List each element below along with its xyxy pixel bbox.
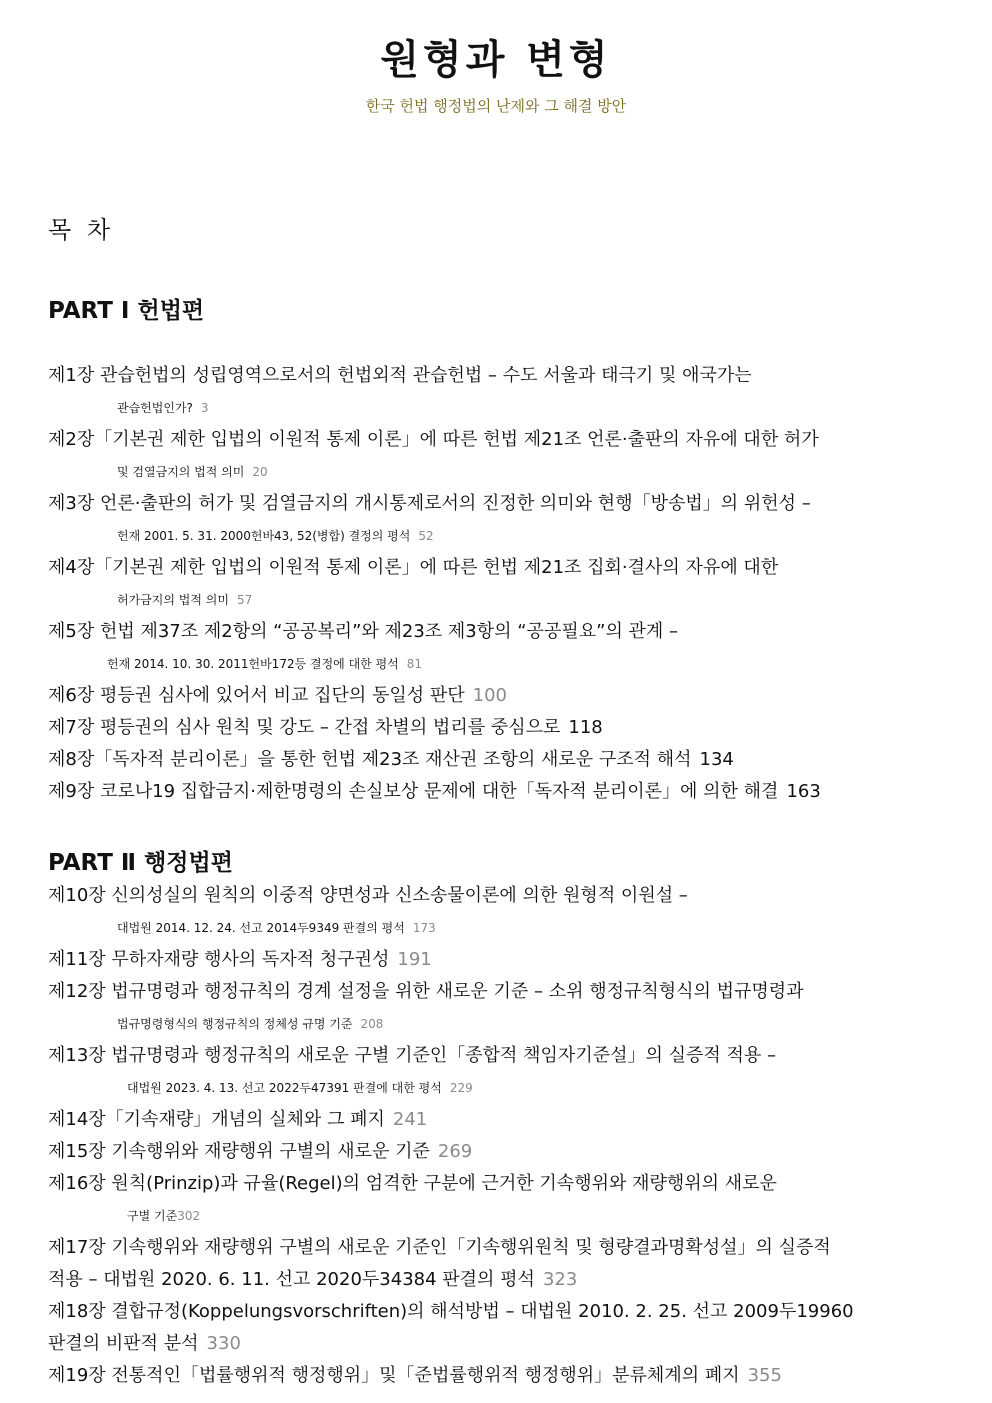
page-number: 323	[542, 1269, 578, 1290]
toc-entry-ch3	[48, 493, 948, 515]
page-number: 20	[252, 465, 268, 479]
entry-text: 대법원 2014. 12. 24. 선고 2014두9349 판결의 평석	[117, 921, 405, 935]
entry-text: 헌재 2001. 5. 31. 2000헌바43, 52(병합) 결정의 평석	[117, 529, 411, 543]
toc-entry-ch13	[48, 1045, 948, 1067]
entry-text: 제1장 관습헌법의 성립영역으로서의 헌법외적 관습헌법 – 수도 서울과 태극기 및 애국가는	[48, 365, 752, 386]
toc-entry-ch17-cont	[48, 1269, 948, 1291]
entry-text: 제15장 기속행위와 재량행위 구별의 새로운 기준	[48, 1141, 430, 1162]
page-number: 3	[200, 401, 209, 415]
toc-entry-ch17	[48, 1237, 948, 1259]
toc-entry-ch16-cont	[127, 1205, 992, 1227]
entry-text: 제4장「기본권 제한 입법의 이원적 통제 이론」에 따른 헌법 제21조 집회·결사의 자유에 대한	[48, 557, 779, 578]
page-number: 191	[397, 949, 432, 970]
toc-entry-ch12-cont	[117, 1013, 992, 1035]
page-number: 100	[472, 685, 508, 706]
toc-entry-ch5-cont	[107, 653, 992, 675]
toc-entry-ch14	[48, 1109, 948, 1131]
entry-text: 헌재 2014. 10. 30. 2011헌바172등 결정에 대한 평석	[107, 657, 399, 671]
page-number: 241	[392, 1109, 428, 1130]
entry-text: 제8장「독자적 분리이론」을 통한 헌법 제23조 재산권 조항의 새로운 구조적 해석	[48, 749, 692, 770]
page-number: 57	[236, 593, 253, 607]
entry-text: 제5장 헌법 제37조 제2항의 “공공복리”와 제23조 제3항의 “공공필요”의 관계 –	[48, 621, 679, 642]
toc-entry-ch10	[48, 885, 948, 907]
toc-entry-ch5	[48, 621, 948, 643]
toc-entry-ch8	[48, 749, 948, 771]
toc-entry-ch16	[48, 1173, 948, 1195]
page-number: 269	[437, 1141, 473, 1162]
entry-text: 및 검열금지의 법적 의미	[117, 465, 245, 479]
entry-text: 제16장 원칙(Prinzip)과 규율(Regel)의 엄격한 구분에 근거한 기속행위와 재량행위의 새로운	[48, 1173, 777, 1194]
entry-text: 적용 – 대법원 2020. 6. 11. 선고 2020두34384 판결의 평석	[48, 1269, 535, 1290]
page-number: 134	[699, 749, 734, 770]
page-number: 355	[747, 1365, 782, 1386]
toc-entry-ch10-cont	[117, 917, 992, 939]
toc-entry-ch12	[48, 981, 948, 1003]
entry-text: 대법원 2023. 4. 13. 선고 2022두47391 판결에 대한 평석	[127, 1081, 442, 1095]
toc-entry-ch1	[48, 365, 948, 387]
page-number: 229	[449, 1081, 473, 1095]
entry-text: 제3장 언론·출판의 허가 및 검열금지의 개시통제로서의 진정한 의미와 현행「방송법」의 위헌성 –	[48, 493, 811, 514]
entry-text: 제17장 기속행위와 재량행위 구별의 새로운 기준인「기속행위원칙 및 형량결과명확성설」의 실증적	[48, 1237, 831, 1258]
entry-text: 허가금지의 법적 의미	[117, 593, 229, 607]
part-2-heading: PART Ⅱ 행정법편	[48, 850, 233, 876]
entry-text: 법규명령형식의 행정규칙의 정체성 규명 기준	[117, 1017, 353, 1031]
toc-entry-ch19	[48, 1365, 948, 1387]
entry-text: 제18장 결합규정(Koppelungsvorschriften)의 해석방법 – 대법원 2010. 2. 25. 선고 2009두19960	[48, 1301, 854, 1322]
toc-entry-ch9	[48, 781, 948, 803]
page-number: 52	[418, 529, 434, 543]
toc-entry-ch4	[48, 557, 948, 579]
entry-text: 제11장 무하자재량 행사의 독자적 청구권성	[48, 949, 390, 970]
page-number: 81	[406, 657, 423, 671]
entry-text: 제7장 평등권의 심사 원칙 및 강도 – 간접 차별의 법리를 중심으로	[48, 717, 561, 738]
toc-entry-ch3-cont	[117, 525, 992, 547]
entry-text: 판결의 비판적 분석	[48, 1333, 199, 1354]
toc-entry-ch15	[48, 1141, 948, 1163]
book-subtitle: 한국 헌법 행정법의 난제와 그 해결 방안	[365, 97, 627, 115]
toc-entry-ch6	[48, 685, 948, 707]
entry-text: 제2장「기본권 제한 입법의 이원적 통제 이론」에 따른 헌법 제21조 언론·출판의 자유에 대한 허가	[48, 429, 819, 450]
page-number: 330	[206, 1333, 241, 1354]
page-number: 302	[177, 1209, 201, 1223]
part-1-heading: PART Ⅰ 헌법편	[48, 298, 205, 324]
entry-text: 관습헌법인가?	[117, 401, 193, 415]
entry-text: 제13장 법규명령과 행정규칙의 새로운 구별 기준인「종합적 책임자기준설」의 실증적 적용 –	[48, 1045, 776, 1066]
entry-text: 제9장 코로나19 집합금지·제한명령의 손실보상 문제에 대한「독자적 분리이론」에 의한 해결	[48, 781, 779, 802]
entry-text: 제6장 평등권 심사에 있어서 비교 집단의 동일성 판단	[48, 685, 465, 706]
toc-entry-ch11	[48, 949, 948, 971]
entry-text: 제10장 신의성실의 원칙의 이중적 양면성과 신소송물이론에 의한 원형적 이원설 –	[48, 885, 688, 906]
entry-text: 구별 기준	[127, 1209, 178, 1223]
page-number: 118	[568, 717, 603, 738]
entry-text: 제19장 전통적인「법률행위적 행정행위」및「준법률행위적 행정행위」분류체계의 폐지	[48, 1365, 740, 1386]
page-number: 173	[412, 921, 436, 935]
entry-text: 제14장「기속재량」개념의 실체와 그 폐지	[48, 1109, 385, 1130]
page-number: 163	[786, 781, 821, 802]
toc-entry-ch18-cont	[48, 1333, 948, 1355]
page-number: 208	[360, 1017, 384, 1031]
entry-text: 제12장 법규명령과 행정규칙의 경계 설정을 위한 새로운 기준 – 소위 행정규칙형식의 법규명령과	[48, 981, 804, 1002]
toc-heading: 목 차	[48, 216, 114, 244]
toc-entry-ch1-cont	[117, 397, 992, 419]
toc-entry-ch18	[48, 1301, 948, 1323]
book-title: 원형과 변형	[380, 37, 612, 83]
toc-entry-ch4-cont	[117, 589, 992, 611]
toc-entry-ch2	[48, 429, 948, 451]
toc-entry-ch13-cont	[127, 1077, 992, 1099]
toc-entry-ch7	[48, 717, 948, 739]
toc-entry-ch2-cont	[117, 461, 992, 483]
